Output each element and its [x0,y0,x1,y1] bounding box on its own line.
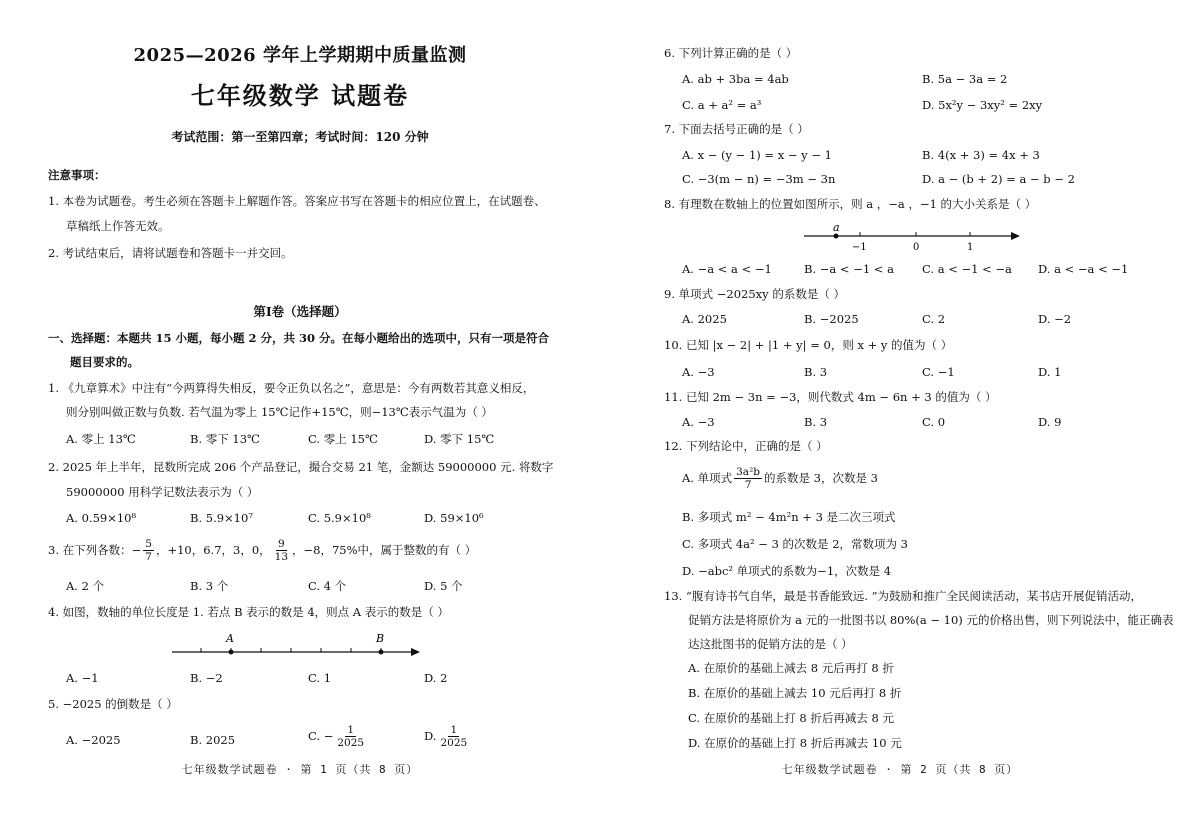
q12-option-b: B. 多项式 m² − 4m²n + 3 是二次三项式 [682,510,896,524]
q12-option-a-numerator: 3a²b [736,466,760,478]
exam-title: 2025—2026 学年上学期期中质量监测 [133,45,467,66]
q11-option-b: B. 3 [804,415,828,429]
q4-point-a [229,650,234,655]
question-13-line-3: 达这批图书的促销方法的是（ ） [688,637,853,651]
page-footer: 七年级数学试题卷 · 第 2 页（共 8 页） [781,763,1019,776]
q4-axis-arrow [411,648,420,656]
section-title: 第Ⅰ卷（选择题） [253,304,347,319]
question-2-line-2: 59000000 用科学记数法表示为（ ） [66,485,259,499]
question-3 [48,538,476,563]
q11-option-a: A. −3 [682,415,715,429]
q4-label-b: B [376,632,385,645]
question-11: 11. 已知 2m − 3n = −3，则代数式 4m − 6n + 3 的值为（ ） [664,390,997,404]
q7-option-a: A. x − (y − 1) = x − y − 1 [682,148,832,162]
q5-option-d-label: D. [424,729,437,743]
q12-option-a-fraction [734,466,762,491]
q1-option-b: B. 零下 13℃ [190,432,260,446]
question-6: 6. 下列计算正确的是（ ） [664,46,798,60]
q2-option-d: D. 59×10⁶ [424,511,484,525]
part-instructions-line-2: 题目要求的。 [70,355,139,369]
q10-option-d: D. 1 [1038,365,1062,379]
q5-option-a: A. −2025 [66,733,121,747]
q4-number-line [168,628,424,662]
question-1-line-2: 则分别叫做正数与负数. 若气温为零上 15℃记作+15℃，则−13℃表示气温为（ ） [66,405,493,419]
q8-label-a: a [833,221,840,234]
q6-option-b: B. 5a − 3a = 2 [922,72,1008,86]
question-2-line-1: 2. 2025 年上半年，昆数所完成 206 个产品登记，撮合交易 21 笔，金额达 59000000 元. 将数字 [48,460,554,474]
q5-option-d-fraction [438,724,469,749]
question-13-line-2: 促销方法是将原价为 a 元的一批图书以 80%(a − 10) 元的价格出售，则下列说法中，能正确表 [688,613,1174,627]
q6-option-c: C. a + a² = a³ [682,98,762,112]
q8-option-b: B. −a < −1 < a [804,262,894,276]
q5-option-c-fraction [335,724,366,749]
q9-option-b: B. −2025 [804,312,859,326]
q3-fraction-1-denominator: 7 [145,551,152,563]
q10-option-b: B. 3 [804,365,828,379]
question-8: 8. 有理数在数轴上的位置如图所示，则 a ，−a ，−1 的大小关系是（ ） [664,197,1037,211]
q8-axis-arrow [1011,232,1020,240]
part-instructions-line-1: 一、选择题：本题共 15 小题，每小题 2 分，共 30 分。在每小题给出的选项中，只有一项是符合 [48,331,550,345]
q4-option-d: D. 2 [424,671,448,685]
q4-option-c: C. 1 [308,671,332,685]
notes-heading: 注意事项： [48,168,106,182]
q1-option-d: D. 零下 15℃ [424,432,495,446]
q1-option-c: C. 零上 15℃ [308,432,378,446]
q6-option-a: A. ab + 3ba = 4ab [682,72,789,86]
q3-prefix: 3. 在下列各数：− [48,543,142,557]
q3-fraction-2-numerator: 9 [278,538,285,550]
q7-option-b: B. 4(x + 3) = 4x + 3 [922,148,1040,162]
q2-option-c: C. 5.9×10⁸ [308,511,371,525]
q13-option-c: C. 在原价的基础上打 8 折后再减去 8 元 [688,711,894,725]
q3-middle: ，+10，6.7，3，0， [155,543,271,557]
page-footer: 七年级数学试题卷 · 第 1 页（共 8 页） [181,763,419,776]
question-9: 9. 单项式 −2025xy 的系数是（ ） [664,287,845,301]
question-13-line-1: 13. “腹有诗书气自华，最是书香能致远. ”为鼓励和推广全民阅读活动，某书店开展促销活动， [664,589,1143,603]
q13-option-a: A. 在原价的基础上减去 8 元后再打 8 折 [688,661,894,675]
q5-option-d-denominator: 2025 [440,737,468,749]
q13-option-b: B. 在原价的基础上减去 10 元后再打 8 折 [688,686,902,700]
q12-option-a-prefix: A. 单项式 [682,471,733,485]
q4-point-b [379,650,384,655]
q12-option-a [682,466,878,491]
q9-option-c: C. 2 [922,312,946,326]
exam-scope: 考试范围：第一至第四章；考试时间：120 分钟 [171,130,429,144]
q11-option-c: C. 0 [922,415,946,429]
q9-option-a: A. 2025 [682,312,727,326]
q8-number-line [800,220,1024,254]
note-2: 2. 考试结束后，请将试题卷和答题卡一并交回。 [48,246,293,260]
q8-option-a: A. −a < a < −1 [682,262,772,276]
q11-option-d: D. 9 [1038,415,1062,429]
q3-option-b: B. 3 个 [190,579,229,593]
q5-option-c [308,724,368,749]
q3-option-c: C. 4 个 [308,579,347,593]
q12-option-d: D. −abc² 单项式的系数为−1，次数是 4 [682,564,892,578]
q8-option-c: C. a < −1 < −a [922,262,1012,276]
question-12: 12. 下列结论中，正确的是（ ） [664,439,828,453]
q13-option-d: D. 在原价的基础上打 8 折后再减去 10 元 [688,736,902,750]
q5-option-c-denominator: 2025 [337,737,365,749]
q4-option-b: B. −2 [190,671,223,685]
question-10: 10. 已知 |x − 2| + |1 + y| = 0，则 x + y 的值为（ ） [664,338,953,352]
q12-option-c: C. 多项式 4a² − 3 的次数是 2，常数项为 3 [682,537,909,551]
q8-option-d: D. a < −a < −1 [1038,262,1129,276]
q5-option-d [424,724,471,749]
q3-fraction-1-numerator: 5 [145,538,152,550]
q7-option-d: D. a − (b + 2) = a − b − 2 [922,172,1075,186]
q3-fraction-2-denominator: 13 [274,551,289,563]
q8-tick-label-minus-1: −1 [852,242,867,253]
q5-option-b: B. 2025 [190,733,236,747]
question-5: 5. −2025 的倒数是（ ） [48,697,178,711]
q2-option-b: B. 5.9×10⁷ [190,511,253,525]
page-2 [600,0,1200,826]
q5-option-c-numerator: 1 [347,724,355,736]
q12-option-a-denominator: 7 [744,479,752,491]
q4-label-a: A [226,632,234,645]
q7-option-c: C. −3(m − n) = −3m − 3n [682,172,836,186]
q5-option-d-numerator: 1 [450,724,458,736]
q1-option-a: A. 零上 13℃ [66,432,136,446]
paper-title: 七年级数学 试题卷 [190,81,410,110]
q3-option-a: A. 2 个 [66,579,105,593]
q4-option-a: A. −1 [66,671,99,685]
question-4: 4. 如图，数轴的单位长度是 1. 若点 B 表示的数是 4，则点 A 表示的数是（ ） [48,605,449,619]
question-7: 7. 下面去括号正确的是（ ） [664,122,809,136]
q3-fraction-1 [143,538,154,563]
note-1-line-2: 草稿纸上作答无效。 [66,219,170,233]
q10-option-a: A. −3 [682,365,715,379]
q9-option-d: D. −2 [1038,312,1072,326]
q6-option-d: D. 5x²y − 3xy² = 2xy [922,98,1043,112]
q10-option-c: C. −1 [922,365,955,379]
note-1-line-1: 1. 本卷为试题卷。考生必须在答题卡上解题作答。答案应书写在答题卡的相应位置上，在试题卷、 [48,194,546,208]
q8-tick-label-1: 1 [967,242,974,253]
question-1-line-1: 1. 《九章算术》中注有“今两算得失相反，要令正负以名之”，意思是：今有两数若其意义相反， [48,381,535,395]
q3-option-d: D. 5 个 [424,579,463,593]
q5-option-c-label: C. − [308,729,334,743]
q2-option-a: A. 0.59×10⁸ [66,511,137,525]
q8-point-a [834,234,839,239]
q12-option-a-suffix: 的系数是 3，次数是 3 [764,471,878,485]
q8-tick-label-0: 0 [913,242,920,253]
q3-suffix: ，−8，75%中，属于整数的有（ ） [292,543,477,557]
q3-fraction-2 [273,538,290,563]
